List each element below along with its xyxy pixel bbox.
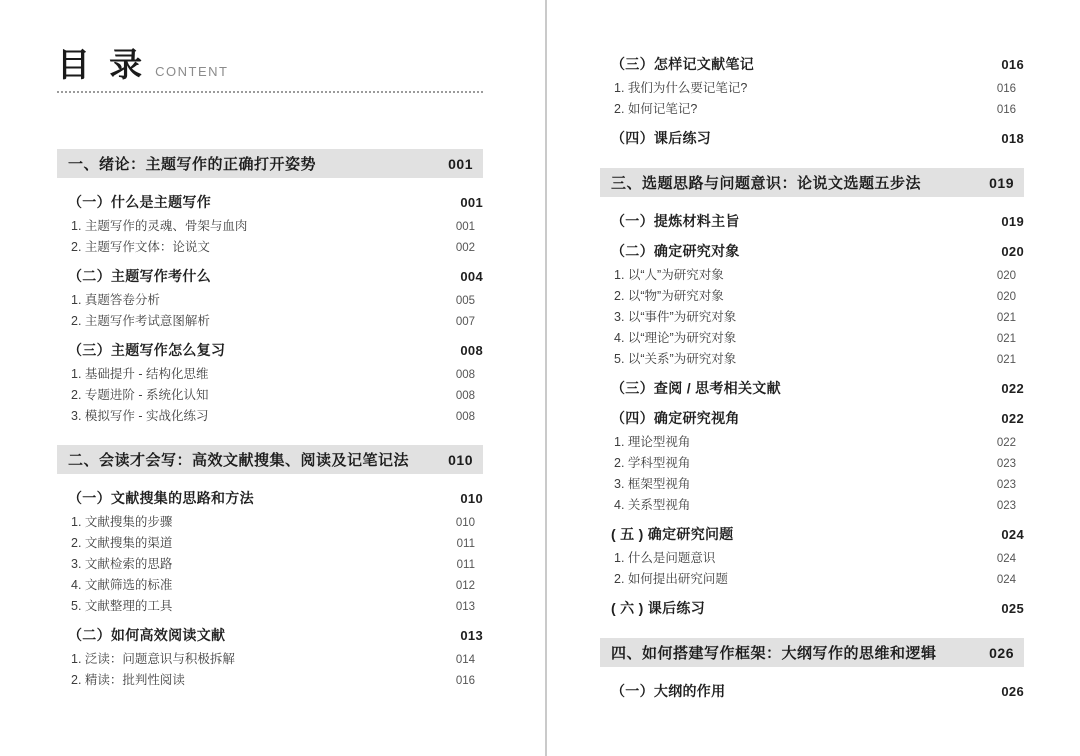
item-page-number: 011 [456, 538, 475, 550]
item-label: 1. 什么是问题意识 [614, 551, 716, 565]
item-row [600, 453, 1024, 474]
section-row [600, 596, 1024, 620]
left-column [57, 0, 483, 691]
item-row [600, 548, 1024, 569]
section-page-number: 019 [1001, 214, 1024, 229]
item-row [600, 349, 1024, 370]
chapter-label: 三、选题思路与问题意识：论说文选题五步法 [611, 175, 922, 192]
item-row [57, 290, 483, 311]
item-label: 4. 文献筛选的标准 [71, 578, 173, 592]
item-row [57, 385, 483, 406]
item-label: 1. 主题写作的灵魂、骨架与血肉 [71, 219, 248, 233]
section-label: （三）查阅 / 思考相关文献 [611, 380, 781, 396]
section-page-number: 022 [1001, 381, 1024, 396]
item-label: 2. 学科型视角 [614, 456, 691, 470]
section-row [600, 376, 1024, 400]
section-label: （三）怎样记文献笔记 [611, 56, 754, 72]
item-row [600, 495, 1024, 516]
item-page-number: 016 [455, 675, 475, 687]
item-row [57, 575, 483, 596]
chapter-page-number: 026 [989, 645, 1014, 661]
section-page-number: 024 [1001, 527, 1024, 542]
item-row [57, 311, 483, 332]
column-divider [545, 0, 547, 756]
item-page-number: 012 [455, 580, 475, 592]
item-label: 5. 以“关系”为研究对象 [614, 352, 737, 366]
item-row [57, 406, 483, 427]
section-label: （一）什么是主题写作 [68, 194, 211, 210]
item-row [57, 512, 483, 533]
item-page-number: 024 [996, 574, 1016, 586]
item-row [600, 307, 1024, 328]
item-page-number: 021 [996, 312, 1016, 324]
chapter-row [57, 445, 483, 474]
section-row [57, 486, 483, 510]
item-label: 3. 框架型视角 [614, 477, 691, 491]
item-page-number: 008 [455, 390, 475, 402]
section-row [600, 522, 1024, 546]
chapter-label: 一、绪论：主题写作的正确打开姿势 [68, 156, 317, 173]
section-row [600, 406, 1024, 430]
left-toc-entries [57, 149, 483, 691]
section-label: （一）提炼材料主旨 [611, 213, 740, 229]
item-row [600, 328, 1024, 349]
item-label: 2. 文献搜集的渠道 [71, 536, 173, 550]
item-page-number: 024 [996, 553, 1016, 565]
item-row [57, 670, 483, 691]
item-row [57, 533, 483, 554]
item-label: 5. 文献整理的工具 [71, 599, 173, 613]
item-page-number: 023 [996, 458, 1016, 470]
item-label: 3. 文献检索的思路 [71, 557, 173, 571]
chapter-page-number: 010 [448, 452, 473, 468]
item-label: 3. 模拟写作 - 实战化练习 [71, 409, 209, 423]
section-page-number: 008 [460, 343, 483, 358]
item-label: 1. 我们为什么要记笔记? [614, 81, 748, 95]
section-page-number: 010 [460, 491, 483, 506]
item-page-number: 014 [455, 654, 475, 666]
item-row [57, 596, 483, 617]
item-page-number: 020 [996, 270, 1016, 282]
section-row [57, 623, 483, 647]
item-row [600, 286, 1024, 307]
section-page-number: 026 [1001, 684, 1024, 699]
right-column [600, 0, 1024, 705]
section-row [600, 209, 1024, 233]
item-label: 1. 真题答卷分析 [71, 293, 160, 307]
section-row [600, 126, 1024, 150]
chapter-row [600, 638, 1024, 667]
item-row [600, 78, 1024, 99]
section-label: （三）主题写作怎么复习 [68, 342, 226, 358]
item-label: 1. 基础提升 - 结构化思维 [71, 367, 209, 381]
item-row [600, 432, 1024, 453]
item-page-number: 023 [996, 500, 1016, 512]
item-label: 1. 理论型视角 [614, 435, 691, 449]
chapter-page-number: 019 [989, 175, 1014, 191]
item-row [600, 265, 1024, 286]
item-label: 2. 主题写作考试意图解析 [71, 314, 210, 328]
item-row [57, 237, 483, 258]
item-label: 1. 泛读：问题意识与积极拆解 [71, 652, 235, 666]
section-page-number: 022 [1001, 411, 1024, 426]
chapter-label: 二、会读才会写：高效文献搜集、阅读及记笔记法 [68, 452, 410, 469]
section-row [600, 239, 1024, 263]
item-page-number: 002 [455, 242, 475, 254]
item-page-number: 013 [455, 601, 475, 613]
section-row [57, 338, 483, 362]
page-title: 目 录 [57, 46, 148, 83]
item-label: 2. 如何记笔记? [614, 102, 698, 116]
item-row [57, 216, 483, 237]
item-page-number: 016 [996, 83, 1016, 95]
section-row [600, 679, 1024, 703]
section-row [57, 190, 483, 214]
item-row [57, 364, 483, 385]
section-page-number: 013 [460, 628, 483, 643]
item-page-number: 001 [455, 221, 475, 233]
section-label: （二）主题写作考什么 [68, 268, 211, 284]
section-label: （四）课后练习 [611, 130, 712, 146]
section-row [57, 264, 483, 288]
section-label: （四）确定研究视角 [611, 410, 740, 426]
section-row [600, 52, 1024, 76]
item-row [57, 554, 483, 575]
toc-title-block [57, 48, 483, 93]
item-label: 2. 如何提出研究问题 [614, 572, 728, 586]
item-label: 2. 专题进阶 - 系统化认知 [71, 388, 209, 402]
item-page-number: 021 [996, 354, 1016, 366]
item-page-number: 008 [455, 369, 475, 381]
item-label: 1. 文献搜集的步骤 [71, 515, 173, 529]
item-page-number: 016 [996, 104, 1016, 116]
item-label: 2. 精读：批判性阅读 [71, 673, 185, 687]
item-row [600, 99, 1024, 120]
item-label: 3. 以“事件”为研究对象 [614, 310, 737, 324]
item-page-number: 007 [455, 316, 475, 328]
section-page-number: 025 [1001, 601, 1024, 616]
section-label: ( 六 ) 课后练习 [611, 600, 705, 616]
item-row [600, 474, 1024, 495]
item-row [600, 569, 1024, 590]
section-label: （一）文献搜集的思路和方法 [68, 490, 254, 506]
item-page-number: 022 [996, 437, 1016, 449]
chapter-row [57, 149, 483, 178]
section-label: （一）大纲的作用 [611, 683, 726, 699]
item-page-number: 005 [455, 295, 475, 307]
section-page-number: 016 [1001, 57, 1024, 72]
item-page-number: 021 [996, 333, 1016, 345]
section-page-number: 001 [460, 195, 483, 210]
section-page-number: 018 [1001, 131, 1024, 146]
item-page-number: 020 [996, 291, 1016, 303]
item-page-number: 023 [996, 479, 1016, 491]
chapter-row [600, 168, 1024, 197]
section-label: （二）如何高效阅读文献 [68, 627, 226, 643]
item-label: 2. 主题写作文体：论说文 [71, 240, 210, 254]
item-label: 2. 以“物”为研究对象 [614, 289, 724, 303]
item-row [57, 649, 483, 670]
chapter-page-number: 001 [448, 156, 473, 172]
item-page-number: 008 [455, 411, 475, 423]
page-subtitle: CONTENT [155, 64, 229, 79]
item-label: 4. 以“理论”为研究对象 [614, 331, 737, 345]
item-page-number: 010 [455, 517, 475, 529]
section-page-number: 020 [1001, 244, 1024, 259]
item-page-number: 011 [456, 559, 475, 571]
item-label: 1. 以“人”为研究对象 [614, 268, 724, 282]
item-label: 4. 关系型视角 [614, 498, 691, 512]
chapter-label: 四、如何搭建写作框架：大纲写作的思维和逻辑 [611, 645, 937, 662]
section-label: （二）确定研究对象 [611, 243, 740, 259]
section-page-number: 004 [460, 269, 483, 284]
right-toc-entries [600, 52, 1024, 703]
section-label: ( 五 ) 确定研究问题 [611, 526, 734, 542]
